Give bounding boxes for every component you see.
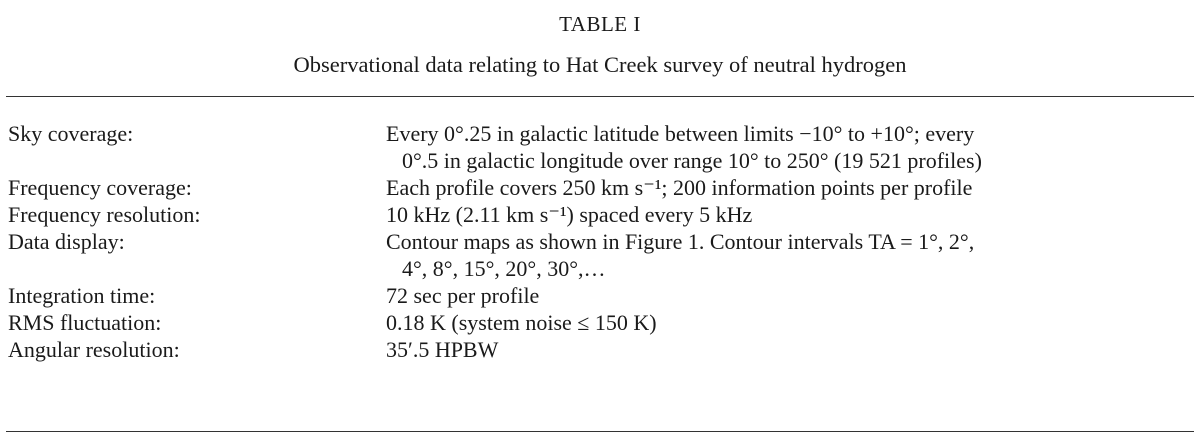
table-row: [0, 336, 1200, 363]
table-row: [0, 201, 1200, 228]
table-row: [0, 174, 1200, 201]
table-row: [0, 282, 1200, 309]
row-label-rms-fluctuation: RMS fluctuation:: [8, 310, 162, 335]
value-line: 0°.5 in galactic longitude over range 10° to 250° (19 521 profiles): [402, 148, 982, 173]
row-value-integration-time: [386, 282, 1200, 309]
top-rule: [6, 96, 1194, 97]
value-line: 4°, 8°, 15°, 20°, 30°,…: [402, 256, 606, 281]
value-line: Contour maps as shown in Figure 1. Contour intervals TA = 1°, 2°,: [386, 229, 975, 254]
value-line: 72 sec per profile: [386, 283, 540, 308]
value-line: Every 0°.25 in galactic latitude between limits −10° to +10°; every: [386, 121, 975, 146]
table-row: [0, 228, 1200, 282]
row-label-frequency-resolution: Frequency resolution:: [8, 202, 201, 227]
row-value-rms-fluctuation: [386, 309, 1200, 336]
row-value-angular-resolution: [386, 336, 1200, 363]
value-line: 10 kHz (2.11 km s⁻¹) spaced every 5 kHz: [386, 202, 753, 227]
row-value-data-display: [386, 228, 1200, 282]
row-label-sky-coverage: Sky coverage:: [8, 121, 134, 146]
row-label-data-display: Data display:: [8, 229, 125, 254]
row-value-sky-coverage: [386, 120, 1200, 174]
bottom-rule: [6, 431, 1194, 432]
row-label-angular-resolution: Angular resolution:: [8, 337, 180, 362]
row-value-frequency-coverage: [386, 174, 1200, 201]
table-title: TABLE I: [559, 12, 641, 36]
table-row: [0, 309, 1200, 336]
row-label-integration-time: Integration time:: [8, 283, 156, 308]
row-value-frequency-resolution: [386, 201, 1200, 228]
value-line: 0.18 K (system noise ≤ 150 K): [386, 310, 657, 335]
table-body: [0, 120, 1200, 363]
value-line: 35′.5 HPBW: [386, 337, 499, 362]
row-label-frequency-coverage: Frequency coverage:: [8, 175, 192, 200]
table-row: [0, 120, 1200, 174]
table-caption: Observational data relating to Hat Creek survey of neutral hydrogen: [293, 52, 907, 77]
value-line: Each profile covers 250 km s⁻¹; 200 information points per profile: [386, 175, 973, 200]
